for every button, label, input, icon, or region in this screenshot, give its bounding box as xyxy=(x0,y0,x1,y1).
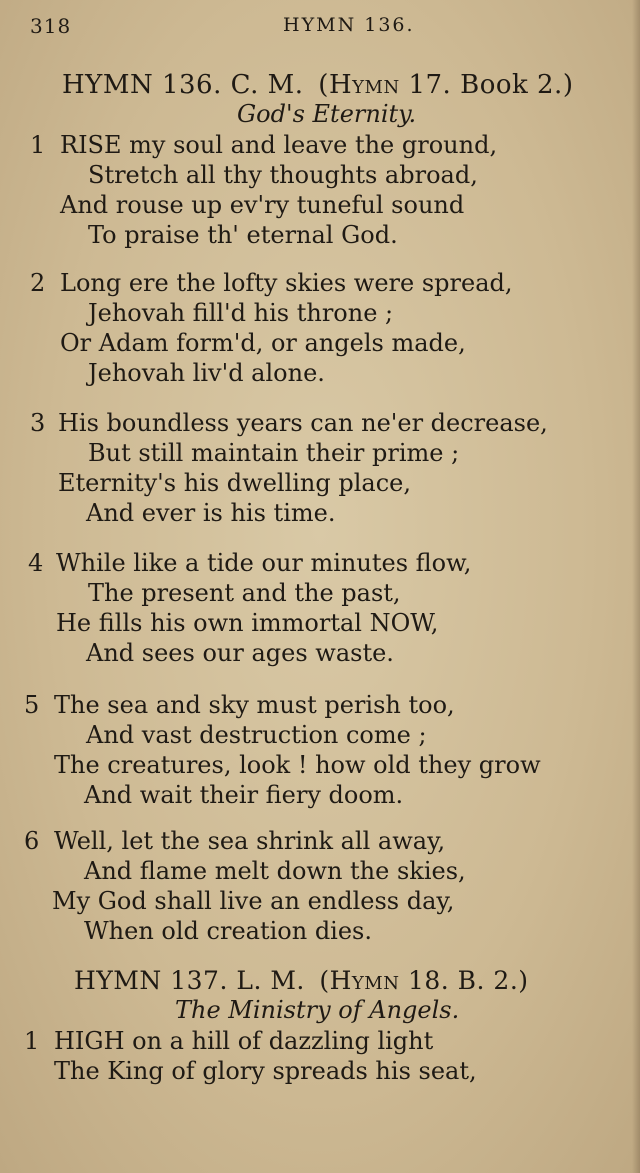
verse-line: And sees our ages waste. xyxy=(86,639,394,667)
stanza-number: 1 xyxy=(30,131,46,159)
stanza-number: 1 xyxy=(24,1027,40,1055)
hymn-ref-open: ( xyxy=(319,966,330,995)
hymn-meter: L. M. xyxy=(236,966,305,995)
verse-line: And flame melt down the skies, xyxy=(84,857,466,885)
verse-line: The King of glory spreads his seat, xyxy=(54,1057,477,1085)
verse-line: The creatures, look ! how old they grow xyxy=(54,751,541,779)
hymn-136-heading xyxy=(62,70,573,100)
hymn-number: HYMN 136. xyxy=(62,70,222,100)
verse-line: And wait their fiery doom. xyxy=(84,781,404,809)
verse-line: The present and the past, xyxy=(88,579,401,607)
stanza-number: 2 xyxy=(30,269,46,297)
verse-line: Jehovah liv'd alone. xyxy=(88,359,325,387)
hymn-136-subtitle: God's Eternity. xyxy=(237,100,417,128)
hymn-ref-word: Hymn xyxy=(328,70,400,100)
hymn-meter: C. M. xyxy=(230,70,304,100)
verse-line: His boundless years can ne'er decrease, xyxy=(58,409,548,437)
verse-line: The sea and sky must perish too, xyxy=(54,691,455,719)
stanza-number: 3 xyxy=(30,409,46,437)
verse-line: And rouse up ev'ry tuneful sound xyxy=(60,191,465,219)
hymn-number: HYMN 137. xyxy=(74,966,228,995)
hymn-ref-rest: 17. Book 2.) xyxy=(408,70,574,100)
verse-line: Well, let the sea shrink all away, xyxy=(54,827,446,855)
running-title: HYMN 136. xyxy=(283,14,415,36)
hymn-ref-open: ( xyxy=(318,70,329,100)
hymn-137-subtitle: The Ministry of Angels. xyxy=(175,996,460,1024)
verse-line: But still maintain their prime ; xyxy=(88,439,460,467)
stanza-number: 4 xyxy=(28,549,44,577)
hymn-137-heading xyxy=(74,966,529,995)
page-edge-shadow xyxy=(632,0,640,1173)
verse-line: And vast destruction come ; xyxy=(86,721,427,749)
verse-line: And ever is his time. xyxy=(86,499,336,527)
verse-line: HIGH on a hill of dazzling light xyxy=(54,1027,434,1055)
hymn-ref-rest: 18. B. 2.) xyxy=(407,966,529,995)
verse-line: Eternity's his dwelling place, xyxy=(58,469,412,497)
verse-line: RISE my soul and leave the ground, xyxy=(60,131,498,159)
verse-line: To praise th' eternal God. xyxy=(88,221,398,249)
page-number: 318 xyxy=(30,14,72,38)
verse-line: Or Adam form'd, or angels made, xyxy=(60,329,466,357)
verse-line: While like a tide our minutes flow, xyxy=(56,549,472,577)
verse-line: When old creation dies. xyxy=(84,917,372,945)
verse-line: Jehovah fill'd his throne ; xyxy=(88,299,394,327)
verse-line: Long ere the lofty skies were spread, xyxy=(60,269,513,297)
verse-line: My God shall live an endless day, xyxy=(52,887,455,915)
stanza-number: 5 xyxy=(24,691,40,719)
verse-line: Stretch all thy thoughts abroad, xyxy=(88,161,478,189)
stanza-number: 6 xyxy=(24,827,40,855)
hymn-ref-word: Hymn xyxy=(329,966,400,995)
verse-line: He fills his own immortal NOW, xyxy=(56,609,439,637)
